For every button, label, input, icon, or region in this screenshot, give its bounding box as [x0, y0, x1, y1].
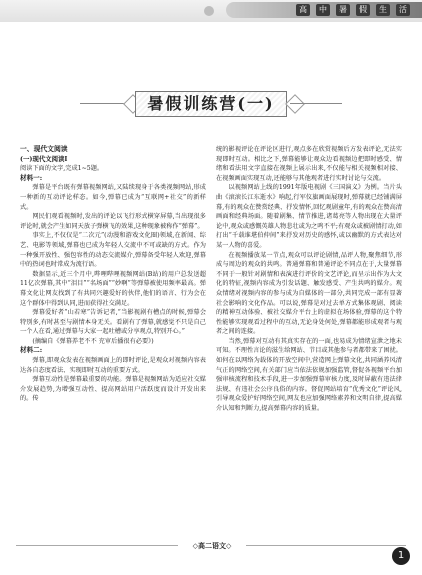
paragraph: 网民们观看视频时,发出的评论以飞行形式横穿屏幕,当出现很多评论时,就会产生如同天放子弹横飞的效果,这种现象被称作“弹幕”。	[20, 213, 206, 230]
paragraph: 在视频播放某一节点,观众可以评论剧情,品评人物,聚焦细节,形成与周边的观众的共鸣。普通弹幕和普通评论不同点在于,大量弹幕不同于一般针对剧情和表演进行评价的文艺评论,而呈示出作为大文化的特征,视频内容成为引发话题、触发感受、产生共鸣的媒介。观众情绪对视频内容的参与成为自媒体的一部分,共同完成一部有显著社会影响的文化作品。可以说,弹幕是对过去单方式集体观剧、阅读的精神互动体验、被社交媒介平台上的虚拟在场体验,弹幕的这个特性能够实现观看过程中的互动,无论身处何处,弹幕都能形成观者与观者之间的连接。	[216, 251, 402, 336]
paragraph: 弹幕爱好者“山若寒”告诉记者,“当影视剧有槽点的时候,弹幕会特别多,有时甚至与剧情本身无关。看剧有了弹幕,就感觉不只是自己一个人在看,通过弹幕与大家一起吐槽或分享观点,特别开心。”	[20, 309, 206, 336]
footer	[0, 535, 422, 575]
instruction-text: 阅读下面的文字,完成1~5题。	[20, 165, 104, 173]
footer-badge: ◇高二语文◇	[178, 539, 246, 553]
header-tag: 暑	[336, 4, 350, 16]
paragraph: 数据显示,近三个月中,哔哩哔哩视频网站(B站)的用户总发送超11亿次弹幕,其中“泪目”“名场面”“妙啊”等弹幕被使用频率最高。弹幕文化让网友找到了有共同兴趣爱好的伙伴,他们的语言、行为会在这个群体中得到认同,进而获得社交满足。	[20, 270, 206, 307]
paragraph: 弹幕是平台既有弹幕视频网站,又陆续现身于各类视频网站,形成一种新的互动评论样态。如今,弹幕已成为“互联网+社交”的新样式。	[20, 184, 206, 211]
left-column	[20, 145, 206, 404]
section-heading: 一、现代文阅读	[20, 145, 68, 153]
material-label: 材料二:	[20, 346, 43, 355]
header-tag: 假	[356, 4, 370, 16]
header-tag: 生	[376, 4, 390, 16]
paragraph: 事实上,不仅仅是“二次元”(动漫和游戏文化圈)领域,在新闻、综艺、电影等领域,弹幕也已成为年轻人交流中不可或缺的方式。作为一种强开放性、强包容性的动态交流媒介,弹幕备受年轻人欢迎,弹幕中的热词也时常成为流行语。	[20, 232, 206, 269]
title-block	[80, 86, 342, 122]
header-tag: 中	[316, 4, 330, 16]
right-column	[216, 145, 402, 414]
header-tag: 高	[296, 4, 310, 16]
paragraph: 当然,弹幕对互动有其真实存在的一面,也易成为情绪宣泄之地未可知。不理性言论的滋生给网站、节目或其他参与者都带来了困扰。如何在以网络为载体的开放空间中,营造网上弹幕文化,共同涵养风清气正的网络空间,有关部门应当依法依规加强监管,督促各视频平台加强审核流程和技术手段,进一步加强弹幕审核力度,及时屏蔽有违法律法规、有违社会公序良俗的内容。督促网站培育“优秀文化”评论风,引导观众爱护好网络空间,网友也应加强网络素养和文明自律,提高媒介认知和判断力,提高弹幕内容的质量。	[216, 337, 402, 413]
title-diamond-icon	[285, 94, 305, 114]
subsection-heading: (一)现代文阅读Ⅰ	[20, 154, 68, 163]
header-tag: 活	[396, 4, 410, 16]
paragraph: 以视频网站上线的1991年版电视剧《三国演义》为例。当片头曲《滚滚长江东逝水》响起,行军仪旗画面展现时,弹幕就已经铺满屏幕,有的观众在赞赏经典、抒发情怀,回忆观剧童年,有的观众在赞高清画面和经典场面。随着剧集、情节推进,诸葛亮等人物出现在大量评论中,观众或感慨英雄人物悲壮或为之鸣不平;有观众或被剧情打动,如打出“千载谁堪伯仲间”来抒发对历史的感怀,或以幽默的方式表达对某一人物的喜爱。	[216, 184, 402, 249]
paragraph: 统的影视评论在评论区进行,观点多在欣赏视频后方发表评论,无法实现即时互动。相比之下,弹幕能够让观众边看视频边把即时感受、情绪和看法用文字直接在视频上展示出来,不仅能与相关视频相对接、在视频画面实现互动,还能够与其他观者进行实时讨论与交流。	[216, 146, 402, 182]
source-note: (摘编自《弹幕养老不不 充审后播很有必要》)	[32, 337, 154, 345]
header-tags	[296, 4, 410, 16]
title-rule-right	[290, 103, 342, 104]
header-dot-icon	[204, 6, 214, 16]
material-label: 材料一:	[20, 173, 43, 182]
page-title: 暑假训练营(一)	[135, 91, 287, 117]
paragraph: 弹幕互动性是弹幕最重要的功能。弹幕是视频网站为适应社交媒介发展趋势,为增强互动性、提高网站用户活跃度而设计开发出来的。传	[20, 376, 206, 403]
page-number: 1	[392, 547, 410, 565]
paragraph: 弹幕,即观众发表在视频画面上的即时评论,是观众对视频内容表达各自态度看法、实现即时互动的重要方式。	[20, 357, 206, 374]
